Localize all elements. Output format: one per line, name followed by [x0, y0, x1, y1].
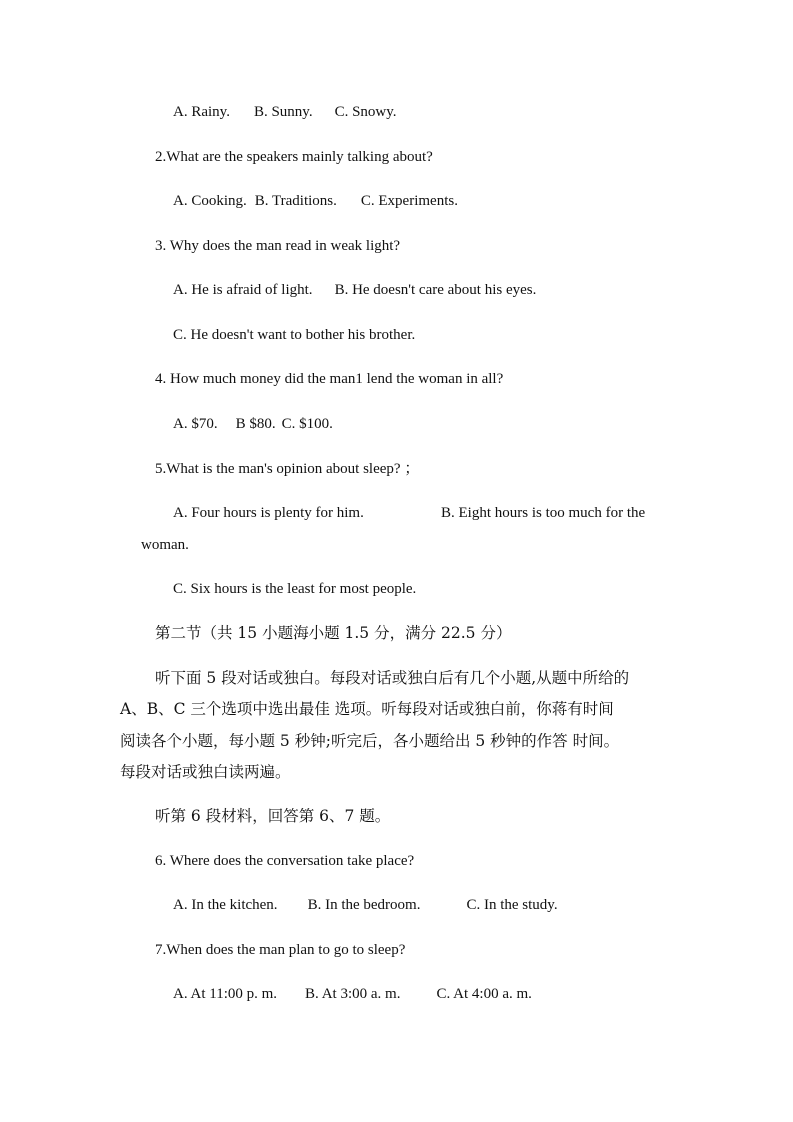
q3-option-b: B. He doesn't care about his eyes.: [334, 282, 537, 298]
q2-options: [173, 191, 458, 211]
q6-question: 6. Where does the conversation take place?: [155, 853, 415, 869]
q4-option-b: B $80.: [235, 416, 276, 432]
q5-question: 5.What is the man's opinion about sleep? ；: [155, 461, 420, 477]
q1-option-a: A. Rainy.: [173, 104, 230, 120]
section2-instruction-line3: 阅读各个小题，每小题 5 秒钟;听完后，各小题给出 5 秒钟的作答 时间。: [120, 732, 620, 750]
section2-instruction-line4: 每段对话或独白读两遍。: [120, 763, 291, 781]
q4-option-c: C. $100.: [281, 416, 333, 432]
q1-options: [173, 102, 397, 122]
section2-title: 第二节（共 15 小题海小题 1.5 分，满分 22.5 分）: [155, 624, 512, 642]
q6-options: [173, 895, 558, 915]
q7-option-b: B. At 3:00 a. m.: [305, 986, 401, 1002]
q2-option-b: B. Traditions.: [254, 193, 337, 209]
q5-option-b: B. Eight hours is too much for the: [441, 505, 646, 521]
section2-material: 听第 6 段材料，回答第 6、7 题。: [155, 807, 391, 825]
q4-options: [173, 414, 333, 434]
q7-options: [173, 984, 532, 1004]
q4-question: 4. How much money did the man1 lend the woman in all?: [155, 371, 504, 387]
q3-option-c: C. He doesn't want to bother his brother.: [173, 327, 416, 343]
q5-option-a: A. Four hours is plenty for him.: [173, 505, 364, 521]
q6-option-a: A. In the kitchen.: [173, 897, 278, 913]
q3-question: 3. Why does the man read in weak light?: [155, 238, 401, 254]
q1-option-c: C. Snowy.: [334, 104, 397, 120]
q2-option-c: C. Experiments.: [360, 193, 458, 209]
q3-option-a: A. He is afraid of light.: [173, 282, 313, 298]
q2-question: 2.What are the speakers mainly talking about?: [155, 149, 433, 165]
q2-option-a: A. Cooking.: [173, 193, 247, 209]
q6-option-b: B. In the bedroom.: [307, 897, 421, 913]
q7-question: 7.When does the man plan to go to sleep?: [155, 942, 406, 958]
q1-option-b: B. Sunny.: [253, 104, 313, 120]
q3-options-row1: [173, 280, 536, 300]
q5-option-b-continued: woman.: [141, 537, 189, 553]
q7-option-a: A. At 11:00 p. m.: [173, 986, 278, 1002]
section2-instruction-line2: A、B、C 三个选项中选出最佳 选项。听每段对话或独白前，你蒋有时间: [120, 700, 614, 718]
q6-option-c: C. In the study.: [466, 897, 558, 913]
section2-instruction-line1: 听下面 5 段对话或独白。每段对话或独白后有几个小题,从题中所给的: [155, 669, 630, 687]
q4-option-a: A. $70.: [173, 416, 218, 432]
q5-option-c: C. Six hours is the least for most people.: [173, 581, 417, 597]
q7-option-c: C. At 4:00 a. m.: [436, 986, 532, 1002]
